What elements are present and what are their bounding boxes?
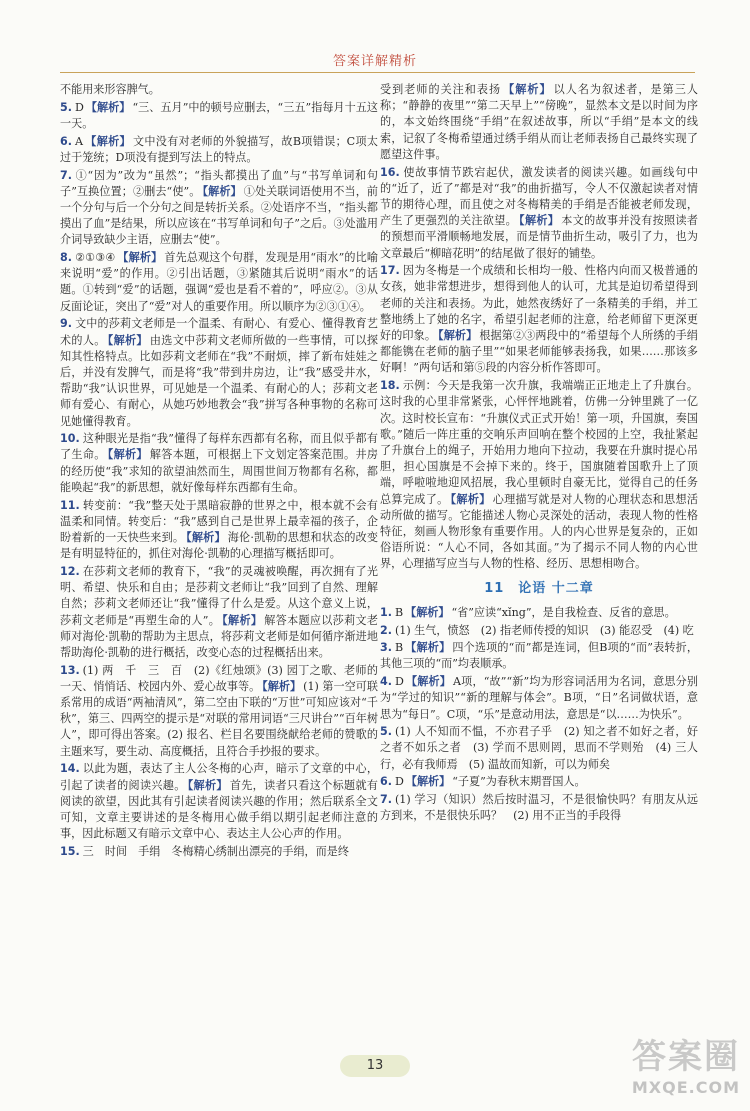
left-column — [60, 82, 378, 862]
analysis-text: 心理描写就是对人物的心理状态和思想活动所做的描写。它能描述人物心灵深处的活动，表现人物的性格特征，刻画人物形象有重要作用。人的内心世界是复杂的，正如俗语所说：“人心不同，各如其面。”为了揭示不同人物的内心世界，心理描写应当与人物的性格、经历、思想相吻合。 — [380, 492, 698, 571]
answer-item — [60, 498, 378, 563]
answer-item — [380, 640, 698, 672]
answer-number: 10. — [60, 432, 80, 446]
analysis-tag: 【解析】 — [186, 530, 226, 544]
analysis-text: 四个选项的“而”都是连词，但B项的“而”表转折，其他三项的“而”均表顺承。 — [380, 641, 698, 671]
answer-item — [60, 82, 378, 98]
answer-number: 3. — [380, 641, 392, 655]
answer-item — [380, 263, 698, 376]
page-number: 13 — [340, 1055, 410, 1077]
section-title: 11 论语 十二章 — [484, 580, 594, 596]
analysis-tag: 【解析】 — [438, 329, 478, 343]
answer-text: A — [74, 134, 83, 148]
answer-text: 这种眼光是指“我”懂得了每样东西都有名称，而且似乎都有了生命。 — [60, 432, 378, 462]
analysis-tag: 【解析】 — [503, 83, 552, 96]
answer-text: 因为冬梅是一个成绩和长相均一般、性格内向而又极普通的女孩，她非常想进步，想得到他人的认可，尤其是迫切希望得到老师的关注和表扬。为此，她然夜绣好了一条精美的手绢，并工整地绣上了她的名字，希望引起老师的注意，给老师留下更深更好的印象。 — [380, 264, 698, 343]
analysis-tag: 【解析】 — [107, 448, 148, 462]
answer-item — [60, 134, 378, 166]
analysis-tag: 【解析】 — [222, 613, 263, 627]
analysis-text: 根据第②③两段中的“希望每个人所绣的手绢都能镌在老师的脑子里”“如果老师能够表扬我，如果……那该多好啊！”两句话和第⑤段的内容分析作答即可。 — [380, 329, 698, 375]
answer-text: (1) 学习（知识）然后按时温习，不是很愉快吗？有朋友从远方到来，不是很快乐吗？ (2) 用不正当的手段得 — [380, 793, 698, 823]
answer-number: 18. — [380, 379, 400, 393]
answer-item — [380, 605, 698, 621]
watermark — [632, 1029, 740, 1097]
answer-text: (1) 两 千 三 百 (2)《红烛颂》(3) 园丁之歌、老师的一天、悄悄话、校园内外、爱心故事等。 — [60, 663, 378, 693]
answer-text: 受到老师的关注和表扬 — [380, 83, 502, 96]
answer-number: 1. — [380, 605, 392, 619]
answer-number: 6. — [380, 775, 392, 789]
answer-item — [380, 674, 698, 723]
answer-number: 4. — [380, 675, 392, 689]
analysis-text: 海伦·凯勒的思想和状态的改变是有明显特征的，抓住对海伦·凯勒的心理描写概括即可。 — [60, 530, 378, 561]
right-answers-part2 — [380, 605, 698, 825]
answer-number: 5. — [380, 725, 392, 739]
analysis-text: “三、五月”中的顿号应删去，“三五”指每月十五这一天。 — [60, 100, 378, 130]
analysis-tag: 【解析】 — [202, 184, 242, 198]
analysis-text: 本文的故事并没有按照读者的预想而平滑顺畅地发展，而是情节曲折生动，吸引了力，也为文章最后“柳暗花明”的结尾做了很好的铺垫。 — [380, 214, 698, 260]
analysis-text: 以人名为叙述者，是第三人称；“静静的夜里”“第二天早上”“傍晚”，显然本文是以时间为序的，本文始终围绕“手绢”在叙述故事，所以“手绢”是本文的线索，记叙了冬梅希望通过绣手绢从而让老师表扬自己最终实现了愿望这件事。 — [380, 83, 698, 161]
right-answers-part1 — [380, 82, 698, 573]
answer-number: 12. — [60, 564, 80, 578]
answer-item — [60, 663, 378, 760]
answer-number: 5. — [60, 100, 72, 114]
analysis-text: “子夏”为春秋末期晋国人。 — [452, 775, 586, 789]
analysis-text: (1) 第一空可联系常用的成语“两袖清风”，第二空由下联的“万世”可知应该对“千秋”，第三、四两空的提示是“对联的常用词语“三尺讲台”“百年树人”，即可得出答案。(2) 报名、栏目名要围绕献给老师的赞歌的主题来写，要生动、高度概括，且符合手抄报的要求。 — [60, 679, 378, 758]
answer-item — [380, 792, 698, 824]
answer-number: 9. — [60, 317, 72, 331]
analysis-tag: 【解析】 — [187, 778, 228, 792]
answer-item — [60, 761, 378, 842]
analysis-tag: 【解析】 — [450, 492, 491, 506]
answer-text: (1) 人不知而不愠，不亦君子乎 (2) 知之者不如好之者，好之者不如乐之者 (3) 学而不思则罔，思而不学则殆 (4) 三人行，必有我师焉 (5) 温故而知新，可以为师矣 — [380, 725, 698, 771]
analysis-text: 首先，读者只看这个标题就有阅读的欲望，因此其有引起读者阅读兴趣的作用；然后联系全文可知，文章主要讲述的是冬梅用心做手绢以期引起老师注意的事，因此标题又有暗示文章中心、表达主人公心声的作用。 — [60, 778, 378, 841]
answer-text: 转变前：“我”整天处于黑暗寂静的世界之中，根本就不会有温柔和同情。转变后：“我”感到自己是世界上最幸福的孩子，企盼着新的一天快些来到。 — [60, 498, 378, 544]
answer-number: 16. — [380, 165, 400, 179]
answer-item — [60, 100, 378, 132]
right-column — [380, 82, 698, 826]
answer-text: B — [394, 605, 404, 619]
answer-number: 17. — [380, 264, 400, 278]
analysis-tag: 【解析】 — [519, 214, 560, 228]
answer-text: 文中的莎莉文老师是一个温柔、有耐心、有爱心、懂得教育艺术的人。 — [60, 317, 378, 347]
answer-item — [380, 165, 698, 262]
answer-number: 11. — [60, 498, 80, 512]
answer-text: (1) 生气，愤怒 (2) 指老师传授的知识 (3) 能忍受 (4) 吃 — [394, 623, 694, 637]
answer-number: 13. — [60, 663, 80, 677]
answer-text: ①“因为”改为“虽然”；“指头都摸出了血”与“书写单词和句子”互换位置；②删去“使”。 — [60, 168, 378, 198]
watermark-url: MXQE.COM — [631, 1078, 740, 1097]
answer-text: D — [394, 675, 404, 689]
answer-number: 15. — [60, 844, 80, 858]
answer-item — [60, 250, 378, 315]
header-title: 答案详解精析 — [332, 54, 417, 69]
analysis-tag: 【解析】 — [107, 333, 148, 347]
answer-text: 示例：今天是我第一次升旗，我端端正正地走上了升旗台。这时我的心里非常紧张，心怦怦地跳着，仿佛一分钟里跳了一亿次。这时校长宣布：“升旗仪式正式开始！第一项，升国旗，奏国歌。”随后一阵庄重的交响乐声回响在整个校园的上空，我扯紧起了升旗台上的绳子，开始用力地向下拉动，我要在升旗时提心吊胆，担心国旗是不会掉下来的。终于，国旗随着国歌升上了顶端，呼啦啦地迎风招展，我心里顿时自豪无比，觉得自己的任务总算完成了。 — [380, 379, 698, 506]
answer-number: 7. — [380, 793, 392, 807]
analysis-text: 解答本题应以莎莉文老师对海伦·凯勒的帮助为主思点，将莎莉文老师是如何循序渐进地帮助海伦·凯勒的进行概括，改变心态的过程概括出来。 — [60, 613, 378, 659]
answer-text: 三 时间 手绢 冬梅精心绣制出漂亮的手绢，而是终 — [82, 844, 349, 858]
answer-number: 7. — [60, 168, 72, 182]
analysis-tag: 【解析】 — [405, 675, 452, 689]
answer-item — [60, 168, 378, 249]
answer-text: 不能用来形容脾气。 — [60, 83, 160, 96]
answer-item — [380, 82, 698, 163]
page-header — [0, 0, 750, 70]
answer-text: D — [394, 775, 404, 789]
answer-item — [60, 564, 378, 661]
analysis-text: “省”应读“xǐng”，是自我检查、反省的意思。 — [451, 605, 676, 619]
analysis-text: 首先总观这个句群，发现是用“雨水”的比喻来说明“爱”的作用。②引出话题，③紧随其后说明“雨水”的话题。①转到“爱”的话题，强调“爱也是看不着的”，呼应②。③从反面论证，突出了“爱”对人的重要作用。所以顺序为②③①④。 — [60, 251, 378, 313]
answer-number: 8. — [60, 251, 72, 265]
analysis-text: 解答本题，可根据上下文划定答案范围。井房的经历使“我”求知的欲望油然而生，周围世间万物都有名称，都能唤起“我”的新思想，就好像每样东西都有生命。 — [60, 448, 378, 494]
answer-item — [380, 774, 698, 790]
analysis-tag: 【解析】 — [405, 775, 451, 789]
analysis-text: 由选文中莎莉文老师所做的一些事情，可以探知其性格特点。比如莎莉文老师在“我”不耐烦，摔了新布娃娃之后，并没有发脾气，而是将“我”带到井房边，让“我”感受井水，帮助“我”认识世界，可见她是一个温柔、有耐心的人；莎莉文老师有爱心、有耐心，从她巧妙地教会“我”拼写各种事物的名称可见她懂得教育。 — [60, 333, 378, 428]
answer-item — [380, 378, 698, 572]
analysis-tag: 【解析】 — [117, 251, 163, 265]
answer-number: 2. — [380, 623, 392, 637]
analysis-text: 文中没有对老师的外貌描写，故B项错误；C项太过于笼统；D项没有提到写法上的特点。 — [60, 134, 378, 164]
answer-number: 6. — [60, 134, 72, 148]
watermark-logo: 答案圈 — [632, 1037, 740, 1077]
answer-text: 使故事情节跌宕起伏，激发读者的阅读兴趣。如画线句中的“近了，近了”都是对“我”的曲折描写，令人不仅激起读者对情节的期待心理，而且使之对冬梅精美的手绢是否能被老师发现，产生了更强烈的关注欲望。 — [380, 165, 698, 228]
answer-text: B — [394, 641, 404, 655]
analysis-tag: 【解析】 — [85, 100, 131, 114]
answer-text: 在莎莉文老师的教育下，“我”的灵魂被唤醒，再次拥有了光明、希望、快乐和自由；是莎莉文老师让“我”回到了自然、理解自然；莎莉文老师还让“我”懂得了什么是爱。从这个意义上说，莎莉文老师是“再塑生命的人”。 — [60, 564, 378, 627]
answer-item — [60, 844, 378, 860]
analysis-tag: 【解析】 — [405, 641, 451, 655]
answer-text: ②①③④ — [74, 251, 116, 265]
analysis-tag: 【解析】 — [262, 679, 302, 693]
analysis-tag: 【解析】 — [84, 134, 131, 148]
answer-text: 以此为题，表达了主人公冬梅的心声，暗示了文章的中心，引起了读者的阅读兴趣。 — [60, 762, 378, 792]
answer-item — [380, 724, 698, 773]
analysis-tag: 【解析】 — [405, 605, 450, 619]
answer-item — [380, 623, 698, 639]
answer-text: D — [74, 100, 84, 114]
header-divider — [60, 72, 695, 73]
analysis-text: A项，“故”“新”均为形容词活用为名词，意思分别为“学过的知识”“新的理解与体会”。B项，“日”名词做状语，意思为“每日”。C项，“乐”是意动用法，意思是“以……为快乐”。 — [380, 675, 698, 721]
answer-item — [60, 316, 378, 429]
answer-item — [60, 431, 378, 496]
analysis-text: ①处关联词语使用不当，前一个分句与后一个分句之间是转折关系。②处语序不当，“指头都摸出了血”是结果，所以应该在“书写单词和句子”之后。③处滥用介词导致缺少主语，应删去“使”。 — [60, 184, 379, 247]
answer-number: 14. — [60, 762, 80, 776]
